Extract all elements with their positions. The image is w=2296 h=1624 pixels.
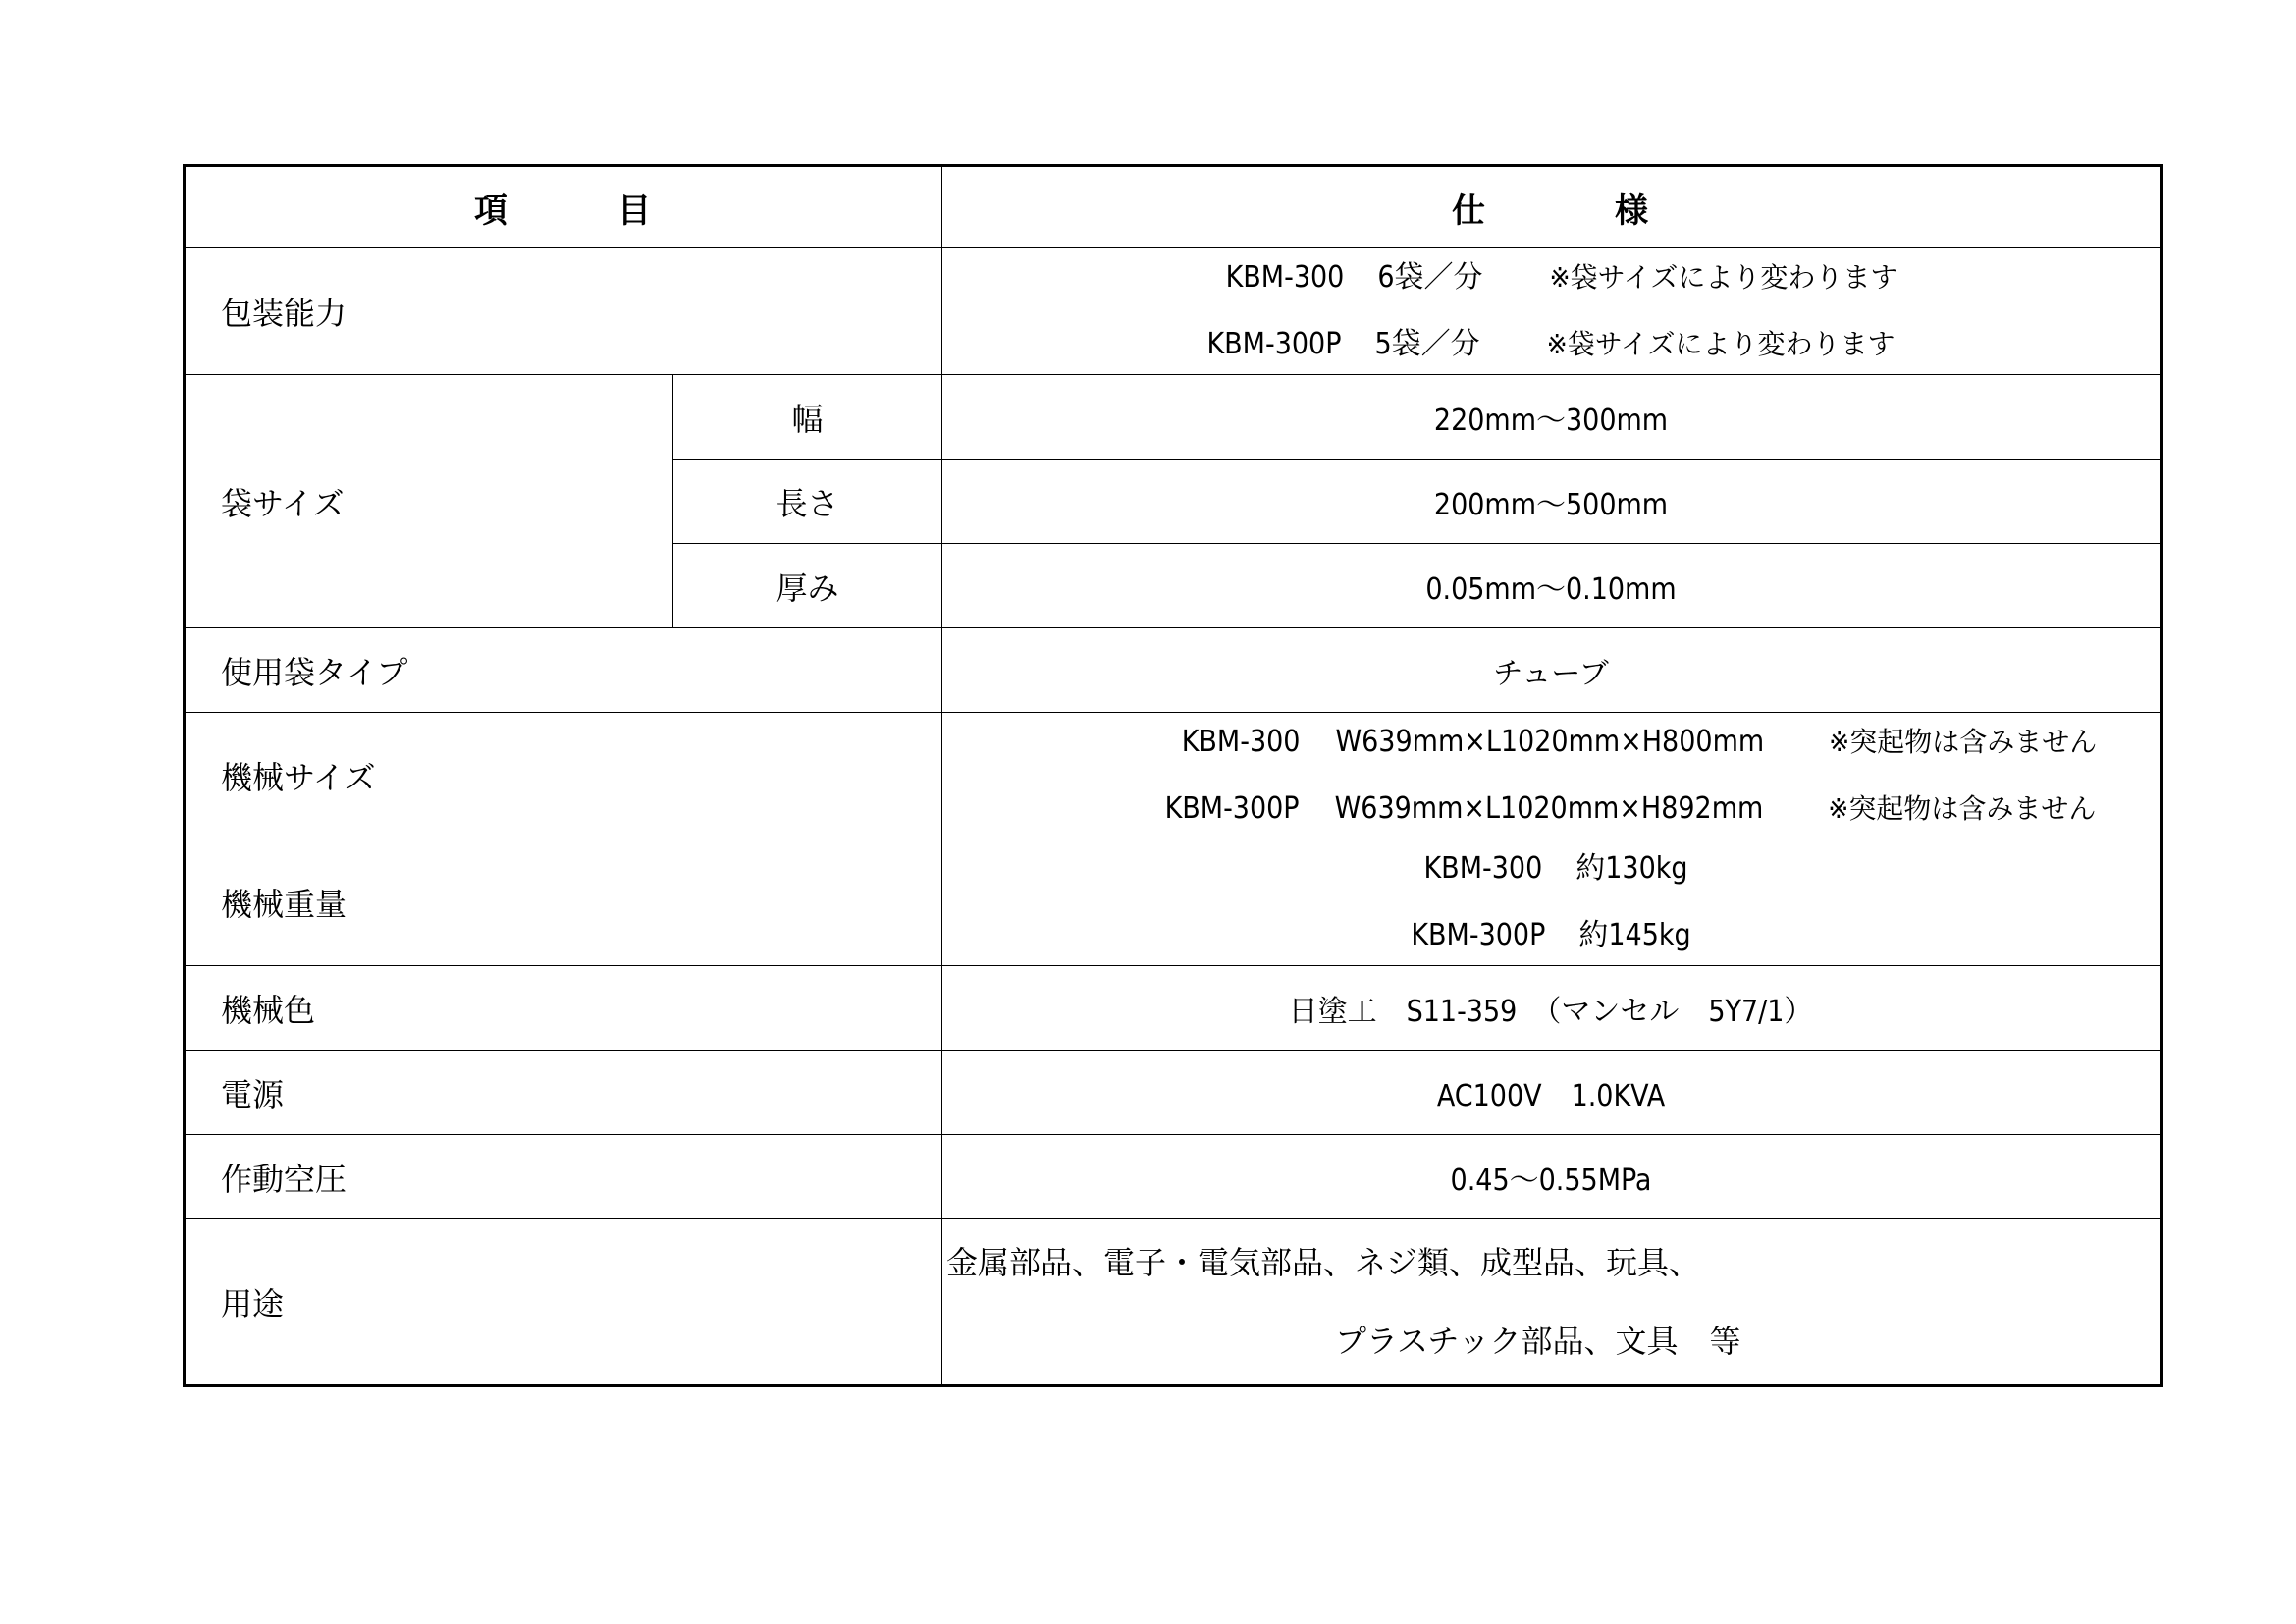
machine-color-label: 機械色 <box>185 966 942 1051</box>
machine-weight-value <box>942 839 2162 966</box>
machine-size-line-2 <box>942 789 2160 829</box>
machine-weight-line-1 <box>942 849 2160 889</box>
capacity-note-2: ※袋サイズにより変わります <box>1546 328 1896 360</box>
header-spec-char-a: 仕 <box>1452 190 1487 231</box>
capacity-value-2: 5袋／分 <box>1374 327 1480 361</box>
row-air-pressure <box>185 1135 2162 1219</box>
bag-length-label: 長さ <box>673 460 942 544</box>
usage-line-2: プラスチック部品、文具 等 <box>1335 1323 1741 1360</box>
bag-type-value: チューブ <box>942 628 2162 713</box>
machine-weight-model-2: KBM-300P <box>1411 918 1546 952</box>
power-label: 電源 <box>185 1051 942 1135</box>
usage-label: 用途 <box>185 1219 942 1386</box>
machine-size-note-2: ※突起物は含みません <box>1828 792 2097 825</box>
row-usage <box>185 1219 2162 1386</box>
header-spec-char-b: 様 <box>1615 190 1650 231</box>
bag-length-value: 200mm～500mm <box>942 460 2162 544</box>
machine-size-line-1 <box>942 723 2160 762</box>
header-item-char-a: 項 <box>474 190 509 231</box>
capacity-note-1: ※袋サイズにより変わります <box>1549 261 1898 294</box>
machine-weight-value-2: 約145kg <box>1578 918 1691 952</box>
row-capacity <box>185 248 2162 375</box>
row-machine-weight <box>185 839 2162 966</box>
machine-size-value-1: W639mm×L1020mm×H800mm <box>1335 725 1765 759</box>
row-bag-width <box>185 375 2162 460</box>
row-machine-color <box>185 966 2162 1051</box>
machine-color-value: 日塗工 S11-359 （マンセル 5Y7/1） <box>942 966 2162 1051</box>
usage-line-1: 金属部品、電子・電気部品、ネジ類、成型品、玩具、 <box>946 1244 1701 1281</box>
capacity-model-1: KBM-300 <box>1225 260 1345 295</box>
bag-type-label: 使用袋タイプ <box>185 628 942 713</box>
machine-size-value-2: W639mm×L1020mm×H892mm <box>1334 791 1764 826</box>
machine-size-value <box>942 713 2162 839</box>
row-bag-type <box>185 628 2162 713</box>
machine-weight-value-1: 約130kg <box>1575 851 1688 886</box>
air-pressure-label: 作動空圧 <box>185 1135 942 1219</box>
air-pressure-value: 0.45～0.55MPa <box>942 1135 2162 1219</box>
capacity-line-2 <box>942 325 2160 364</box>
machine-weight-line-2 <box>942 916 2160 955</box>
bag-width-value: 220mm～300mm <box>942 375 2162 460</box>
power-value: AC100V 1.0KVA <box>942 1051 2162 1135</box>
bag-size-label: 袋サイズ <box>185 375 673 628</box>
capacity-model-2: KBM-300P <box>1206 327 1342 361</box>
bag-width-label: 幅 <box>673 375 942 460</box>
machine-weight-model-1: KBM-300 <box>1423 851 1543 886</box>
machine-size-label: 機械サイズ <box>185 713 942 839</box>
machine-size-note-1: ※突起物は含みません <box>1829 726 2098 758</box>
capacity-label: 包装能力 <box>185 248 942 375</box>
spec-table <box>183 164 2163 1387</box>
machine-size-model-2: KBM-300P <box>1164 791 1300 826</box>
usage-value <box>942 1219 2162 1386</box>
header-row <box>185 166 2162 248</box>
capacity-value-1: 6袋／分 <box>1377 260 1483 295</box>
machine-weight-label: 機械重量 <box>185 839 942 966</box>
capacity-line-1 <box>942 258 2160 298</box>
bag-thickness-label: 厚み <box>673 544 942 628</box>
capacity-value <box>942 248 2162 375</box>
row-power <box>185 1051 2162 1135</box>
header-item <box>185 166 942 248</box>
header-item-char-b: 目 <box>617 190 653 231</box>
bag-thickness-value: 0.05mm～0.10mm <box>942 544 2162 628</box>
row-machine-size <box>185 713 2162 839</box>
machine-size-model-1: KBM-300 <box>1181 725 1301 759</box>
header-spec <box>942 166 2162 248</box>
